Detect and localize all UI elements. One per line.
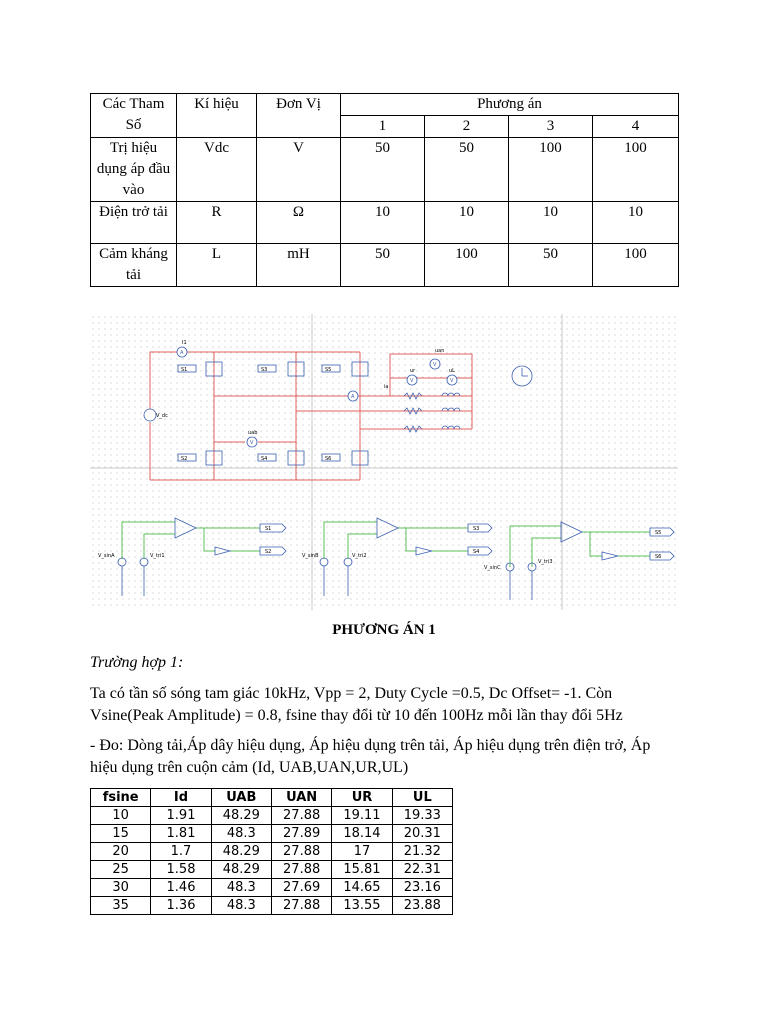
column-header: fsine bbox=[91, 789, 151, 807]
param-unit: V bbox=[257, 138, 341, 202]
param-symbol: R bbox=[177, 202, 257, 244]
svg-text:V: V bbox=[410, 378, 414, 384]
param-symbol: L bbox=[177, 244, 257, 287]
paragraph-settings: Ta có tần số sóng tam giác 10kHz, Vpp = 2, Duty Cycle =0.5, Dc Offset= -1. Còn Vsine(Peak Amplitude) = 0.8, fsine thay đổi từ 10 đến 100Hz mỗi lần thay đổi 5Hz bbox=[90, 685, 623, 724]
table-cell: 27.88 bbox=[271, 807, 331, 825]
label-v-tri2: V_tri2 bbox=[352, 553, 367, 559]
table-cell: 23.88 bbox=[392, 897, 452, 915]
option-number: 1 bbox=[341, 116, 425, 138]
table-cell: 48.29 bbox=[211, 807, 271, 825]
param-value: 100 bbox=[509, 138, 593, 202]
table-cell: 13.55 bbox=[332, 897, 392, 915]
table-cell: 48.29 bbox=[211, 843, 271, 861]
svg-text:A: A bbox=[180, 350, 184, 356]
table-cell: 48.3 bbox=[211, 897, 271, 915]
table-header-row bbox=[91, 94, 679, 116]
table-row bbox=[91, 244, 679, 287]
label-v-sinc: V_sinC bbox=[484, 565, 501, 571]
gate-label-s5: S5 bbox=[655, 530, 662, 536]
table-cell: 30 bbox=[91, 879, 151, 897]
option-number: 2 bbox=[425, 116, 509, 138]
param-value: 100 bbox=[593, 244, 679, 287]
svg-text:V: V bbox=[450, 378, 454, 384]
switch-label-s3: S3 bbox=[261, 367, 268, 373]
column-header: UR bbox=[332, 789, 392, 807]
gate-label-s2: S2 bbox=[265, 549, 272, 555]
table-row bbox=[91, 807, 453, 825]
table-cell: 48.3 bbox=[211, 879, 271, 897]
table-cell: 48.29 bbox=[211, 861, 271, 879]
table-row bbox=[91, 202, 679, 244]
table-cell: 17 bbox=[332, 843, 392, 861]
switch-label-s4: S4 bbox=[261, 456, 268, 462]
label-v-tri3: V_tri3 bbox=[538, 559, 553, 565]
param-value: 10 bbox=[593, 202, 679, 244]
table-cell: 21.32 bbox=[392, 843, 452, 861]
table-cell: 19.11 bbox=[332, 807, 392, 825]
column-header: UAN bbox=[271, 789, 331, 807]
param-value: 10 bbox=[341, 202, 425, 244]
param-value: 10 bbox=[425, 202, 509, 244]
label-uab: uab bbox=[248, 430, 258, 436]
svg-text:V: V bbox=[250, 440, 254, 446]
column-header: Id bbox=[151, 789, 211, 807]
table-cell: 18.14 bbox=[332, 825, 392, 843]
gate-label-s4: S4 bbox=[473, 549, 480, 555]
column-header: UL bbox=[392, 789, 452, 807]
header-options: Phương án bbox=[341, 94, 679, 116]
table-row bbox=[91, 879, 453, 897]
option-number: 3 bbox=[509, 116, 593, 138]
table-cell: 15 bbox=[91, 825, 151, 843]
table-header-row bbox=[91, 789, 453, 807]
label-v-sina: V_sinA bbox=[98, 553, 115, 559]
table-row bbox=[91, 897, 453, 915]
table-cell: 22.31 bbox=[392, 861, 452, 879]
table-cell: 1.36 bbox=[151, 897, 211, 915]
table-row bbox=[91, 843, 453, 861]
table-cell: 25 bbox=[91, 861, 151, 879]
param-unit: mH bbox=[257, 244, 341, 287]
header-symbol: Kí hiệu bbox=[177, 94, 257, 138]
label-uan: uan bbox=[435, 348, 445, 354]
param-name: Cảm kháng tải bbox=[91, 244, 177, 287]
param-value: 100 bbox=[425, 244, 509, 287]
table-cell: 20 bbox=[91, 843, 151, 861]
table-row bbox=[91, 825, 453, 843]
paragraph-measurements: - Đo: Dòng tải,Áp dây hiệu dụng, Áp hiệu dụng trên tải, Áp hiệu dụng trên điện trở, Áp hiệu dụng trên cuộn cảm (Id, UAB,UAN,UR,UL) bbox=[90, 737, 651, 776]
table-cell: 27.69 bbox=[271, 879, 331, 897]
switch-label-s1: S1 bbox=[181, 367, 188, 373]
switch-label-s2: S2 bbox=[181, 456, 188, 462]
table-cell: 23.16 bbox=[392, 879, 452, 897]
measurement-table bbox=[90, 788, 453, 915]
circuit-schematic bbox=[90, 314, 678, 610]
label-ul: uL bbox=[449, 368, 455, 374]
table-cell: 10 bbox=[91, 807, 151, 825]
switch-label-s5: S5 bbox=[325, 367, 332, 373]
param-value: 100 bbox=[593, 138, 679, 202]
option-number: 4 bbox=[593, 116, 679, 138]
label-v-sinb: V_sinB bbox=[302, 553, 319, 559]
table-row bbox=[91, 861, 453, 879]
param-name: Điện trở tải bbox=[91, 202, 177, 244]
gate-label-s6: S6 bbox=[655, 554, 662, 560]
table-cell: 27.88 bbox=[271, 843, 331, 861]
switch-label-s6: S6 bbox=[325, 456, 332, 462]
table-cell: 35 bbox=[91, 897, 151, 915]
label-ur: ur bbox=[410, 368, 416, 374]
gate-label-s1: S1 bbox=[265, 526, 272, 532]
table-cell: 20.31 bbox=[392, 825, 452, 843]
table-cell: 15.81 bbox=[332, 861, 392, 879]
table-cell: 1.58 bbox=[151, 861, 211, 879]
param-name: Trị hiệu dụng áp đầu vào bbox=[91, 138, 177, 202]
table-cell: 14.65 bbox=[332, 879, 392, 897]
header-unit: Đơn Vị bbox=[257, 94, 341, 138]
param-symbol: Vdc bbox=[177, 138, 257, 202]
table-cell: 1.46 bbox=[151, 879, 211, 897]
gate-label-s3: S3 bbox=[473, 526, 480, 532]
table-cell: 27.88 bbox=[271, 897, 331, 915]
param-value: 50 bbox=[341, 138, 425, 202]
svg-text:A: A bbox=[351, 394, 355, 400]
parameter-table bbox=[90, 93, 679, 287]
table-cell: 19.33 bbox=[392, 807, 452, 825]
table-cell: 27.89 bbox=[271, 825, 331, 843]
svg-text:V: V bbox=[433, 362, 437, 368]
table-cell: 48.3 bbox=[211, 825, 271, 843]
label-v-tri1: V_tri1 bbox=[150, 553, 165, 559]
table-row bbox=[91, 138, 679, 202]
label-ia: ia bbox=[384, 384, 389, 390]
section-heading: PHƯƠNG ÁN 1 bbox=[332, 622, 436, 638]
param-unit: Ω bbox=[257, 202, 341, 244]
header-param: Các Tham Số bbox=[91, 94, 177, 138]
table-cell: 1.7 bbox=[151, 843, 211, 861]
label-i1: I1 bbox=[182, 340, 187, 346]
case-title: Trường hợp 1: bbox=[90, 654, 184, 671]
param-value: 10 bbox=[509, 202, 593, 244]
column-header: UAB bbox=[211, 789, 271, 807]
label-vdc: V_dc bbox=[156, 413, 168, 419]
table-cell: 1.81 bbox=[151, 825, 211, 843]
param-value: 50 bbox=[425, 138, 509, 202]
table-cell: 27.88 bbox=[271, 861, 331, 879]
param-value: 50 bbox=[341, 244, 425, 287]
param-value: 50 bbox=[509, 244, 593, 287]
table-cell: 1.91 bbox=[151, 807, 211, 825]
